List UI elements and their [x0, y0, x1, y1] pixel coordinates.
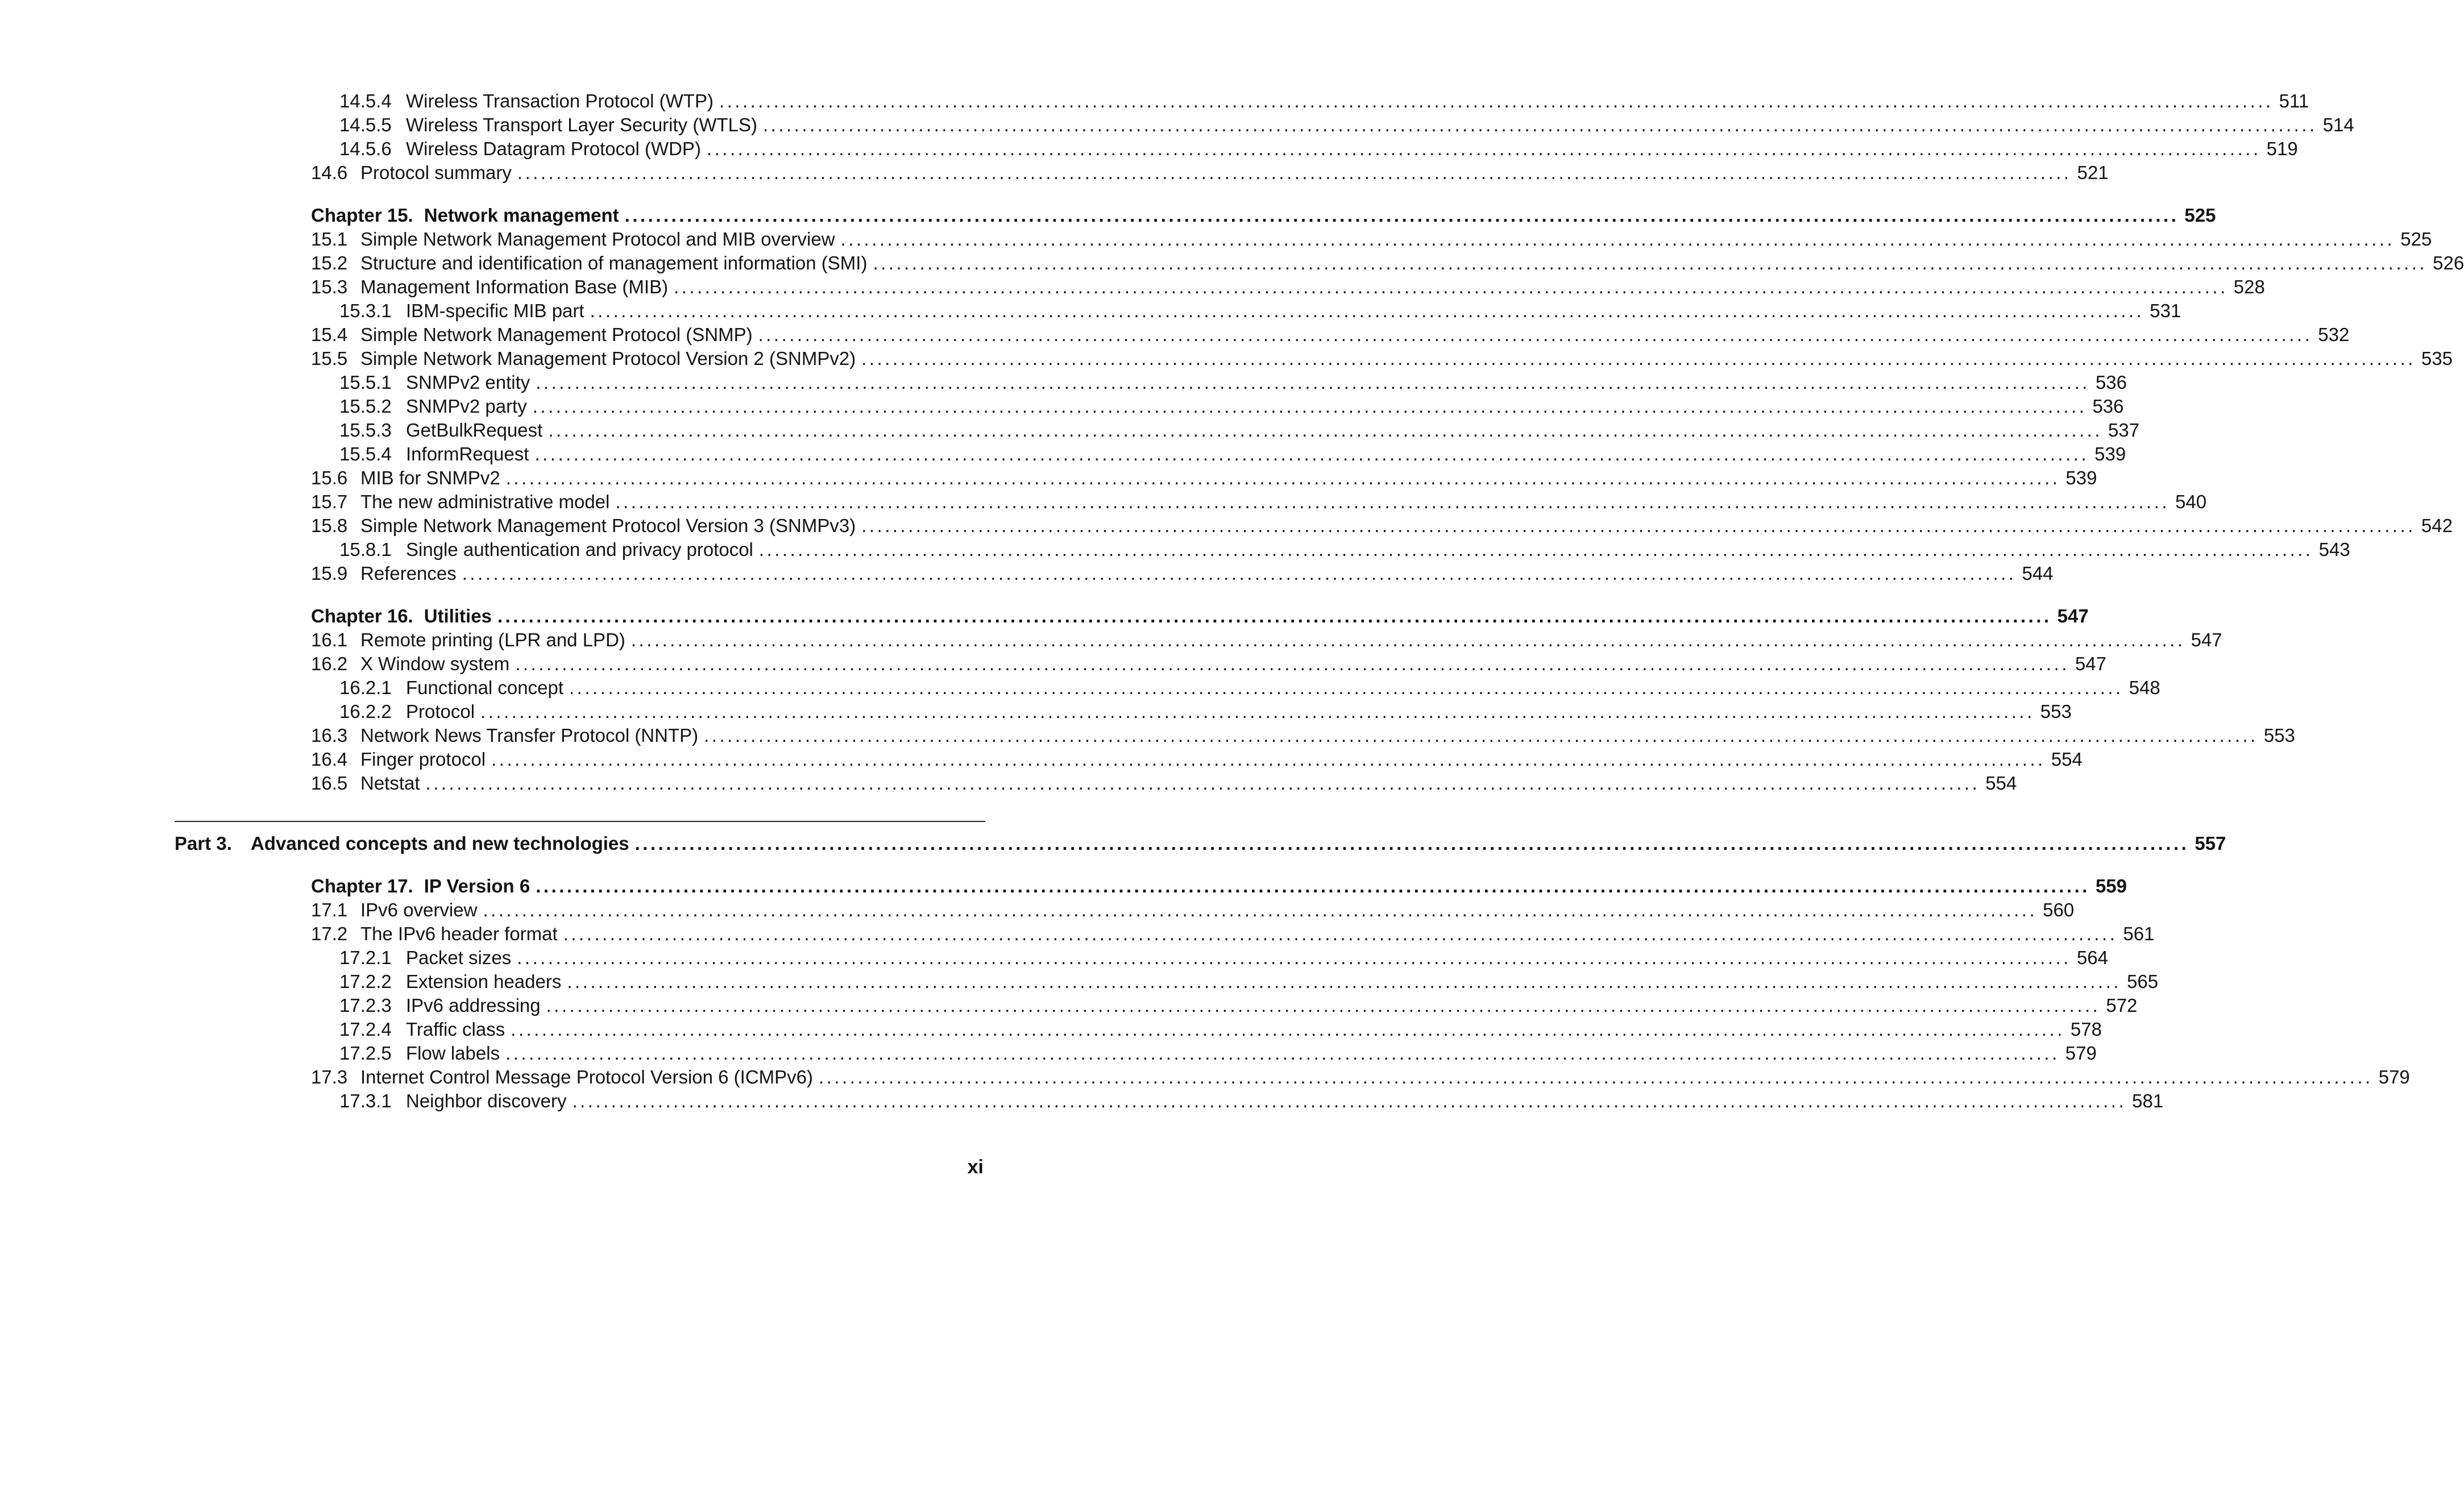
toc-entry[interactable]: [311, 724, 2295, 747]
toc-leader-dots: ........................................................................................................................................................................................................: [630, 629, 2185, 650]
toc-entry-title: Finger protocol: [360, 749, 486, 770]
toc-leader-dots: ........................................................................................................................................................................................................: [563, 923, 2118, 944]
toc-leader-dots: ........................................................................................................................................................................................................: [505, 467, 2060, 488]
toc-entry-title: Single authentication and privacy protocol: [406, 539, 753, 560]
toc-entry-title: The new administrative model: [360, 491, 610, 512]
toc-entry-number: 15.8.1: [339, 539, 392, 560]
toc-entry-title: Advanced concepts and new technologies: [251, 833, 629, 854]
toc-entry-number: 17.2.4: [339, 1019, 392, 1040]
toc-leader-dots: ........................................................................................................................................................................................................: [758, 324, 2313, 345]
toc-entry[interactable]: [339, 538, 2350, 561]
toc-leader-dots: ........................................................................................................................................................................................................: [497, 605, 2052, 626]
toc-entry-number: 16.2.2: [339, 701, 392, 722]
toc-entry-page: 581: [2132, 1090, 2164, 1111]
toc-entry-number: 15.8: [311, 515, 348, 536]
toc-entry-number: 16.3: [311, 725, 348, 746]
toc-leader-dots: ........................................................................................................................................................................................................: [462, 563, 2017, 584]
toc-entry-page: 560: [2043, 899, 2075, 920]
toc-entry-title: InformRequest: [406, 443, 529, 464]
toc-entry-number: 15.1: [311, 229, 348, 250]
toc-entry-title: IPv6 addressing: [406, 995, 541, 1016]
toc-entry[interactable]: [339, 395, 2124, 418]
toc-entry-title: IBM-specific MIB part: [406, 300, 584, 321]
toc-entry-number: 15.5.1: [339, 372, 392, 393]
toc-leader-dots: ........................................................................................................................................................................................................: [532, 396, 2087, 417]
toc-entry-title: Wireless Datagram Protocol (WDP): [406, 138, 701, 159]
toc-entry-number: 17.1: [311, 899, 348, 920]
toc-entry-number: 15.4: [311, 324, 348, 345]
toc-entry-title: Simple Network Management Protocol Version 3 (SNMPv3): [360, 515, 856, 536]
toc-leader-dots: ........................................................................................................................................................................................................: [534, 443, 2089, 464]
toc-chapter-entry[interactable]: [311, 605, 2089, 628]
toc-entry-title: Traffic class: [406, 1019, 505, 1040]
toc-entry[interactable]: [311, 514, 2453, 537]
toc-entry-number: 15.5.4: [339, 443, 392, 464]
toc-entry[interactable]: [339, 676, 2160, 699]
toc-entry-page: 572: [2106, 995, 2138, 1016]
toc-leader-dots: ........................................................................................................................................................................................................: [572, 1090, 2127, 1111]
toc-entry-title: Flow labels: [406, 1043, 500, 1064]
toc-entry[interactable]: [311, 161, 2109, 184]
toc-entry[interactable]: [339, 1042, 2097, 1065]
toc-entry-title: Utilities: [424, 605, 492, 626]
toc-entry-number: 16.2: [311, 653, 348, 674]
toc-part-entry[interactable]: [175, 832, 2226, 855]
toc-leader-dots: ........................................................................................................................................................................................................: [480, 701, 2035, 722]
toc-leader-dots: ........................................................................................................................................................................................................: [569, 677, 2123, 698]
toc-entry-title: Netstat: [360, 773, 420, 794]
toc-leader-dots: ........................................................................................................................................................................................................: [491, 749, 2046, 770]
toc-entry-number: 17.2.2: [339, 971, 392, 992]
toc-chapter-entry[interactable]: [311, 204, 2216, 227]
toc-entry-title: X Window system: [360, 653, 510, 674]
toc-entry[interactable]: [339, 371, 2127, 394]
toc-entry-page: 554: [2051, 749, 2083, 770]
toc-entry-page: 535: [2421, 348, 2453, 369]
toc-entry-number: 15.3: [311, 276, 348, 297]
toc-leader-dots: ........................................................................................................................................................................................................: [505, 1043, 2060, 1064]
toc-entry-title: Packet sizes: [406, 947, 512, 968]
toc-entry-title: Protocol summary: [360, 162, 512, 183]
toc-leader-dots: ........................................................................................................................................................................................................: [674, 276, 2228, 297]
toc-entry-number: 16.1: [311, 629, 348, 650]
toc-entry-title: IPv6 overview: [360, 899, 478, 920]
toc-entry-page: 539: [2094, 443, 2126, 464]
toc-entry-title: SNMPv2 party: [406, 396, 527, 417]
toc-entry-number: 16.2.1: [339, 677, 392, 698]
toc-entry-page: 561: [2123, 923, 2155, 944]
toc-entry-title: MIB for SNMPv2: [360, 467, 500, 488]
toc-entry[interactable]: [339, 700, 2072, 723]
toc-entry-page: 554: [1985, 773, 2017, 794]
toc-entry[interactable]: [311, 347, 2453, 370]
toc-leader-dots: ........................................................................................................................................................................................................: [517, 947, 2071, 968]
toc-entry-page: 543: [2318, 539, 2350, 560]
toc-entry-page: 536: [2095, 372, 2127, 393]
toc-entry[interactable]: [311, 653, 2106, 675]
toc-entry-number: Chapter 17.: [311, 875, 413, 896]
toc-entry-page: 547: [2075, 653, 2106, 674]
toc-entry-title: Simple Network Management Protocol (SNMP): [360, 324, 753, 345]
toc-leader-dots: ........................................................................................................................................................................................................: [762, 114, 2317, 135]
toc-entry-title: Structure and identification of management information (SMI): [360, 252, 868, 273]
toc-leader-dots: ........................................................................................................................................................................................................: [590, 300, 2144, 321]
toc-entry[interactable]: [311, 1066, 2410, 1089]
toc-entry[interactable]: [311, 748, 2083, 771]
toc-entry-title: SNMPv2 entity: [406, 372, 530, 393]
toc-entry-number: Part 3.: [175, 833, 232, 854]
toc-leader-dots: ........................................................................................................................................................................................................: [861, 348, 2416, 369]
toc-entry-title: Wireless Transport Layer Security (WTLS): [406, 114, 757, 135]
toc-entry[interactable]: [339, 946, 2109, 969]
toc-entry-title: Extension headers: [406, 971, 562, 992]
toc-entry[interactable]: [311, 252, 2464, 275]
toc-entry-number: 17.3.1: [339, 1090, 392, 1111]
toc-entry-number: 15.6: [311, 467, 348, 488]
toc-entry-title: Simple Network Management Protocol Version 2 (SNMPv2): [360, 348, 856, 369]
toc-entry-page: 519: [2266, 138, 2298, 159]
toc-entry-number: 17.2: [311, 923, 348, 944]
toc-entry[interactable]: [311, 629, 2222, 651]
toc-entry-page: 536: [2092, 396, 2124, 417]
toc-entry-page: 525: [2184, 205, 2216, 226]
toc-entry-number: 16.5: [311, 773, 348, 794]
toc-entry-title: GetBulkRequest: [406, 420, 543, 441]
toc-entry-title: Remote printing (LPR and LPD): [360, 629, 625, 650]
toc-entry[interactable]: [311, 467, 2097, 489]
toc-entry[interactable]: [339, 994, 2138, 1017]
toc-leader-dots: ........................................................................................................................................................................................................: [536, 372, 2090, 393]
toc-entry-page: 559: [2095, 875, 2127, 896]
toc-entry-title: The IPv6 header format: [360, 923, 558, 944]
toc-leader-dots: ........................................................................................................................................................................................................: [634, 833, 2189, 854]
toc-entry-page: 521: [2077, 162, 2109, 183]
toc-entry-page: 526: [2433, 252, 2464, 273]
toc-entry-number: Chapter 15.: [311, 205, 413, 226]
toc-entry-page: 553: [2040, 701, 2072, 722]
toc-entry[interactable]: [311, 923, 2155, 945]
toc-entry-number: 15.5.2: [339, 396, 392, 417]
toc-entry-title: References: [360, 563, 457, 584]
toc-leader-dots: ........................................................................................................................................................................................................: [624, 205, 2179, 226]
toc-entry-number: Chapter 16.: [311, 605, 413, 626]
toc-entry[interactable]: [339, 1018, 2102, 1041]
toc-entry[interactable]: [311, 562, 2054, 585]
toc-leader-dots: ........................................................................................................................................................................................................: [536, 875, 2090, 896]
toc-entry[interactable]: [339, 138, 2298, 160]
toc-entry-number: 14.5.4: [339, 90, 392, 111]
toc-entry-number: 17.2.3: [339, 995, 392, 1016]
toc-leader-dots: ........................................................................................................................................................................................................: [511, 1019, 2065, 1040]
toc-entry-number: 14.6: [311, 162, 348, 183]
toc-entry[interactable]: [311, 899, 2075, 921]
toc-entry-title: Internet Control Message Protocol Version 6 (ICMPv6): [360, 1066, 814, 1087]
toc-leader-dots: ........................................................................................................................................................................................................: [719, 90, 2274, 111]
toc-entry-page: 514: [2322, 114, 2354, 135]
toc-entry-title: Functional concept: [406, 677, 564, 698]
toc-leader-dots: ........................................................................................................................................................................................................: [706, 138, 2261, 159]
toc-entry-number: 16.4: [311, 749, 348, 770]
toc-entry-page: 564: [2076, 947, 2109, 968]
toc-leader-dots: ........................................................................................................................................................................................................: [615, 491, 2170, 512]
toc-entry[interactable]: [311, 228, 2432, 251]
toc-entry-page: 539: [2065, 467, 2097, 488]
toc-entry-page: 511: [2279, 90, 2309, 111]
toc-leader-dots: ........................................................................................................................................................................................................: [546, 995, 2101, 1016]
toc-entry-number: 15.7: [311, 491, 348, 512]
page-number: xi: [967, 1156, 984, 1178]
toc-leader-dots: ........................................................................................................................................................................................................: [517, 162, 2072, 183]
toc-entry-title: Network News Transfer Protocol (NNTP): [360, 725, 699, 746]
toc-entry-page: 553: [2263, 725, 2295, 746]
toc-entry-number: 15.3.1: [339, 300, 392, 321]
toc-entry-title: Network management: [424, 205, 619, 226]
toc-entry[interactable]: [339, 443, 2126, 466]
toc-entry-page: 579: [2065, 1043, 2097, 1064]
toc-entry-page: 544: [2022, 563, 2054, 584]
toc-entry-number: 15.2: [311, 252, 348, 273]
toc-entry-title: IP Version 6: [424, 875, 530, 896]
toc-chapter-entry[interactable]: [311, 875, 2127, 898]
toc-leader-dots: ........................................................................................................................................................................................................: [515, 653, 2069, 674]
toc-leader-dots: ........................................................................................................................................................................................................: [704, 725, 2258, 746]
toc-entry-number: 17.2.5: [339, 1043, 392, 1064]
toc-entry-number: 17.2.1: [339, 947, 392, 968]
toc-entry-page: 531: [2150, 300, 2181, 321]
toc-entry[interactable]: [311, 491, 2207, 513]
toc-entry-title: Management Information Base (MIB): [360, 276, 669, 297]
toc-entry[interactable]: [311, 323, 2350, 346]
part-divider-rule: [175, 821, 985, 822]
toc-leader-dots: ........................................................................................................................................................................................................: [873, 252, 2428, 273]
toc-entry-page: 532: [2318, 324, 2350, 345]
toc-entry-title: Protocol: [406, 701, 475, 722]
toc-entry-page: 537: [2108, 420, 2140, 441]
toc-entry-page: 565: [2127, 971, 2159, 992]
toc-entry-page: 540: [2175, 491, 2207, 512]
toc-entry[interactable]: [339, 1090, 2164, 1112]
toc-entry[interactable]: [311, 276, 2265, 298]
toc-leader-dots: ........................................................................................................................................................................................................: [567, 971, 2122, 992]
toc-entry-number: 14.5.5: [339, 114, 392, 135]
toc-entry-page: 557: [2195, 833, 2226, 854]
toc-entry-title: Wireless Transaction Protocol (WTP): [406, 90, 714, 111]
toc-entry-title: Neighbor discovery: [406, 1090, 567, 1111]
toc-leader-dots: ........................................................................................................................................................................................................: [758, 539, 2313, 560]
toc-entry-page: 547: [2057, 605, 2089, 626]
toc-entry-page: 579: [2378, 1066, 2410, 1087]
toc-entry[interactable]: [339, 114, 2354, 136]
toc-leader-dots: ........................................................................................................................................................................................................: [548, 420, 2103, 441]
toc-entry[interactable]: [339, 970, 2159, 993]
toc-entry-page: 547: [2191, 629, 2222, 650]
toc-entry-page: 548: [2129, 677, 2160, 698]
toc-entry-number: 14.5.6: [339, 138, 392, 159]
toc-entry-page: 525: [2400, 229, 2432, 250]
toc-entry-title: Simple Network Management Protocol and MIB overview: [360, 229, 835, 250]
toc-leader-dots: ........................................................................................................................................................................................................: [819, 1066, 2373, 1087]
toc-entry-number: 15.5: [311, 348, 348, 369]
toc-leader-dots: ........................................................................................................................................................................................................: [840, 229, 2395, 250]
toc-entry[interactable]: [339, 419, 2140, 442]
toc-leader-dots: ........................................................................................................................................................................................................: [483, 899, 2038, 920]
toc-leader-dots: ........................................................................................................................................................................................................: [425, 773, 1980, 794]
toc-entry-number: 15.9: [311, 563, 348, 584]
toc-entry[interactable]: [311, 772, 2017, 795]
toc-entry-page: 542: [2421, 515, 2453, 536]
toc-leader-dots: ........................................................................................................................................................................................................: [861, 515, 2416, 536]
toc-entry[interactable]: [339, 90, 2309, 113]
toc-entry-page: 578: [2070, 1019, 2102, 1040]
toc-entry-number: 17.3: [311, 1066, 348, 1087]
toc-entry-number: 15.5.3: [339, 420, 392, 441]
toc-entry-page: 528: [2233, 276, 2265, 297]
toc-entry[interactable]: [339, 300, 2181, 322]
